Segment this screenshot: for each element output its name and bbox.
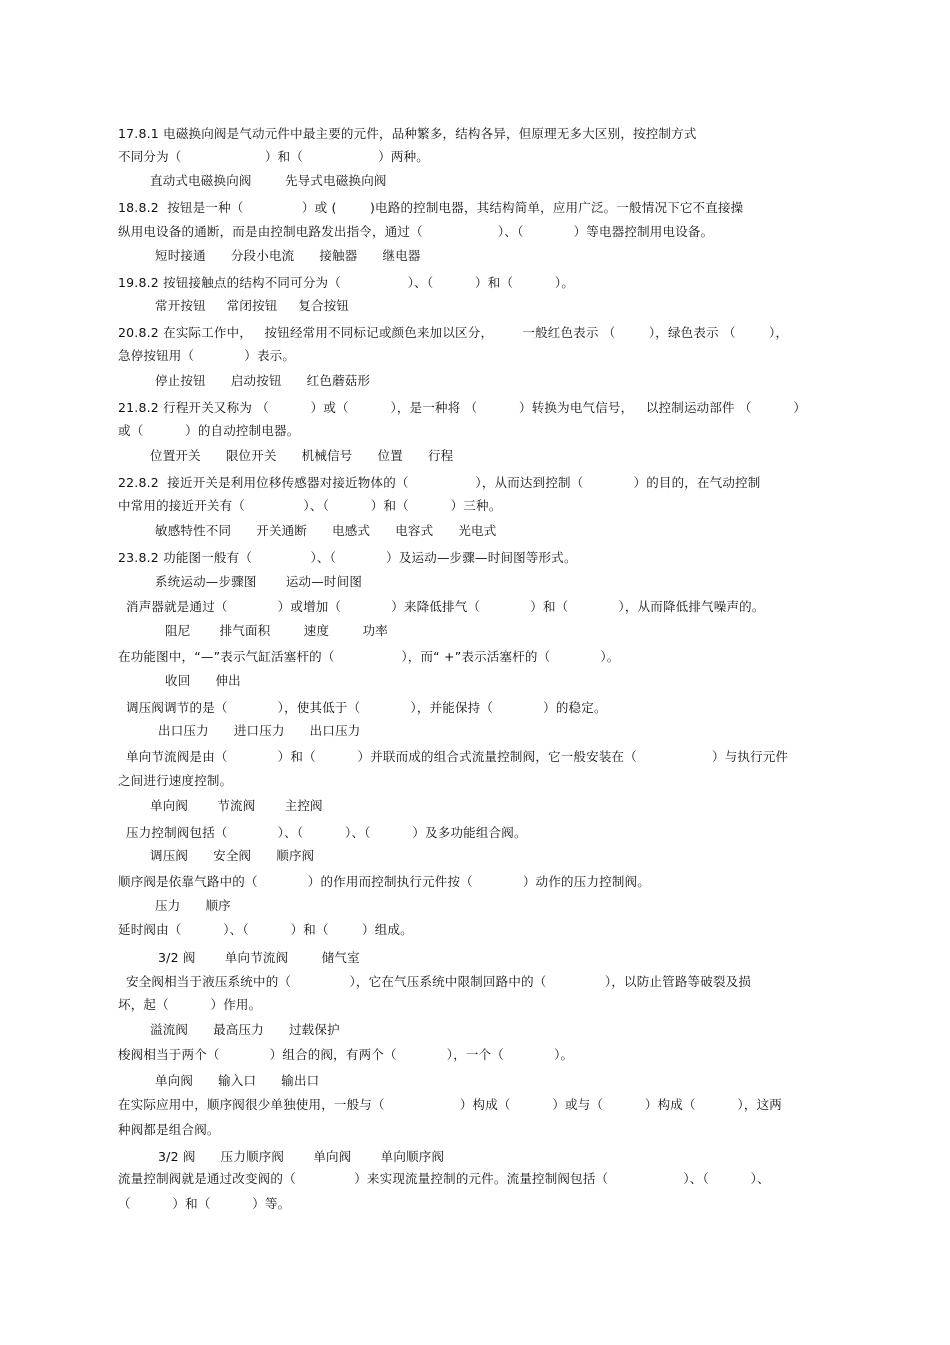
q-delay-line: 延时阀由（ ）、（ ）和（ ）组成。 [118, 922, 413, 937]
q23-answer: 系统运动—步骤图 运动—时间图 [155, 574, 363, 589]
q-muffler-line: 消声器就是通过（ ）或增加（ ）来降低排气（ ）和（ ），从而降低排气噪声的。 [126, 599, 765, 614]
q-combined-answer: 3/2 阀 压力顺序阀 单向阀 单向顺序阀 [158, 1149, 445, 1164]
q-shuttle-line: 梭阀相当于两个（ ）组合的阀，有两个（ ），一个（ ）。 [118, 1047, 574, 1062]
q-safety-line-2: 坏，起（ ）作用。 [118, 997, 262, 1012]
q19-answer: 常开按钮 常闭按钮 复合按钮 [155, 298, 350, 313]
q-pressure-valve-line: 压力控制阀包括（ ）、（ ）、（ ）及多功能组合阀。 [126, 825, 527, 840]
q23-line-1: 23.8.2 功能图一般有（ ）、（ ）及运动—步骤—时间图等形式。 [118, 550, 577, 565]
q20-answer: 停止按钮 启动按钮 红色蘑菇形 [155, 373, 371, 388]
q-safety-line-1: 安全阀相当于液压系统中的（ ），它在气压系统中限制回路中的（ ），以防止管路等破裂及损 [126, 974, 752, 989]
q18-line-1: 18.8.2 按钮是一种（ ）或 ( )电路的控制电器，其结构简单，应用广泛。一般情况下它不直接操 [118, 200, 744, 215]
q-throttle-line-2: 之间进行速度控制。 [118, 773, 233, 788]
q-safety-answer: 溢流阀 最高压力 过载保护 [150, 1022, 340, 1037]
q-regulator-answer: 出口压力 进口压力 出口压力 [158, 723, 361, 738]
q18-line-2: 纵用电设备的通断，而是由控制电路发出指令，通过（ ）、（ ）等电器控制用电设备。 [118, 224, 714, 239]
q20-line-1: 20.8.2 在实际工作中， 按钮经常用不同标记或颜色来加以区分， 一般红色表示 （ ），绿色表示 （ ）， [118, 325, 789, 340]
q-muffler-answer: 阻尼 排气面积 速度 功率 [165, 623, 388, 638]
q-function-chart-line: 在功能图中，“—”表示气缸活塞杆的（ ），而“ +”表示活塞杆的（ ）。 [118, 649, 620, 664]
q-delay-answer: 3/2 阀 单向节流阀 储气室 [158, 950, 360, 965]
q17-line-2: 不同分为（ ）和（ ）两种。 [118, 149, 429, 164]
q-flow-line-1: 流量控制阀就是通过改变阀的（ ）来实现流量控制的元件。流量控制阀包括（ ）、（ ）、 [118, 1171, 770, 1186]
q21-answer: 位置开关 限位开关 机械信号 位置 行程 [150, 448, 454, 463]
q22-line-2: 中常用的接近开关有（ ）、（ ）和（ ）三种。 [118, 498, 502, 513]
q-pressure-valve-answer: 调压阀 安全阀 顺序阀 [150, 848, 315, 863]
q-combined-line-1: 在实际应用中，顺序阀很少单独使用，一般与（ ）构成（ ）或与（ ）构成（ ），这两 [118, 1097, 782, 1112]
q-throttle-line-1: 单向节流阀是由（ ）和（ ）并联而成的组合式流量控制阀，它一般安装在（ ）与执行元件 [126, 749, 789, 764]
q17-answer: 直动式电磁换向阀 先导式电磁换向阀 [150, 173, 387, 188]
q-combined-line-2: 种阀都是组合阀。 [118, 1122, 220, 1137]
q-throttle-answer: 单向阀 节流阀 主控阀 [150, 798, 323, 813]
q21-line-2: 或（ ）的自动控制电器。 [118, 423, 300, 438]
q-flow-line-2: （ ）和（ ）等。 [118, 1196, 291, 1211]
q20-line-2: 急停按钮用（ ）表示。 [118, 348, 296, 363]
q-sequence-line: 顺序阀是依靠气路中的（ ）的作用而控制执行元件按（ ）动作的压力控制阀。 [118, 874, 650, 889]
q19-line-1: 19.8.2 按钮接触点的结构不同可分为（ ）、（ ）和（ ）。 [118, 275, 575, 290]
q-function-chart-answer: 收回 伸出 [165, 673, 241, 688]
q-regulator-line: 调压阀调节的是（ ），使其低于（ ），并能保持（ ）的稳定。 [126, 700, 607, 715]
q22-answer: 敏感特性不同 开关通断 电感式 电容式 光电式 [155, 523, 497, 538]
q-shuttle-answer: 单向阀 输入口 输出口 [155, 1073, 320, 1088]
q17-line-1: 17.8.1 电磁换向阀是气动元件中最主要的元件，品种繁多，结构各异，但原理无多大区别，按控制方式 [118, 126, 697, 141]
q21-line-1: 21.8.2 行程开关又称为 （ ）或（ ），是一种将 （ ）转换为电气信号， 以控制运动部件 （ ） [118, 400, 807, 415]
q22-line-1: 22.8.2 接近开关是利用位移传感器对接近物体的（ ），从而达到控制（ ）的目的，在气动控制 [118, 475, 761, 490]
q-sequence-answer: 压力 顺序 [155, 898, 231, 913]
q18-answer: 短时接通 分段小电流 接触器 继电器 [155, 248, 421, 263]
